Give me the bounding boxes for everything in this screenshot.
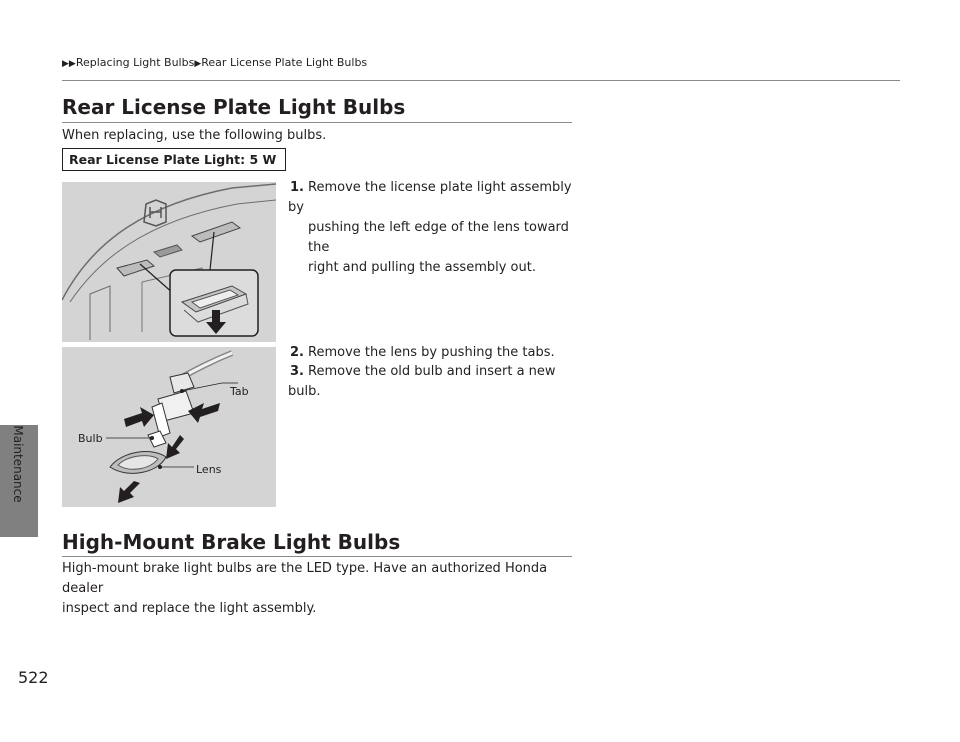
brake-light-line: inspect and replace the light assembly. [62, 601, 317, 616]
page-number: 522 [18, 668, 49, 687]
step-number: 2. [290, 345, 304, 360]
step-text: Remove the lens by pushing the tabs. [308, 345, 555, 360]
section-tab-label: Maintenance [11, 425, 25, 503]
header-divider [62, 80, 900, 81]
step-number: 3. [290, 364, 304, 379]
step-text: right and pulling the assembly out. [308, 260, 536, 275]
section-title-brake-light: High-Mount Brake Light Bulbs [62, 530, 401, 554]
bulb-spec-box: Rear License Plate Light: 5 W [62, 148, 286, 171]
brake-light-text [62, 559, 582, 619]
figure-license-light-removal [62, 182, 276, 342]
breadcrumb-item-2[interactable]: Rear License Plate Light Bulbs [201, 56, 368, 69]
step-2 [288, 343, 578, 363]
step-1 [288, 178, 578, 278]
step-number: 1. [290, 180, 304, 195]
callout-lens-label: Lens [196, 463, 222, 476]
breadcrumb-item-1[interactable]: Replacing Light Bulbs [75, 56, 195, 69]
callout-bulb-label: Bulb [78, 432, 103, 445]
intro-text: When replacing, use the following bulbs. [62, 128, 327, 143]
breadcrumb [62, 56, 367, 69]
step-3 [288, 362, 578, 402]
breadcrumb-arrow-icon: ▶ [194, 59, 202, 69]
brake-light-line: High-mount brake light bulbs are the LED type. Have an authorized Honda dealer [62, 561, 548, 596]
step-text: pushing the left edge of the lens toward the [308, 220, 569, 255]
step-text: Remove the old bulb and insert a new bulb. [288, 364, 556, 399]
section-title-divider [62, 122, 572, 123]
breadcrumb-arrow-icon: ▶▶ [62, 59, 76, 69]
figure-bulb-replacement [62, 347, 276, 507]
section-title-divider [62, 556, 572, 557]
callout-tab-label: Tab [230, 385, 249, 398]
section-title-license-plate: Rear License Plate Light Bulbs [62, 95, 406, 119]
step-text: Remove the license plate light assembly by [288, 180, 572, 215]
